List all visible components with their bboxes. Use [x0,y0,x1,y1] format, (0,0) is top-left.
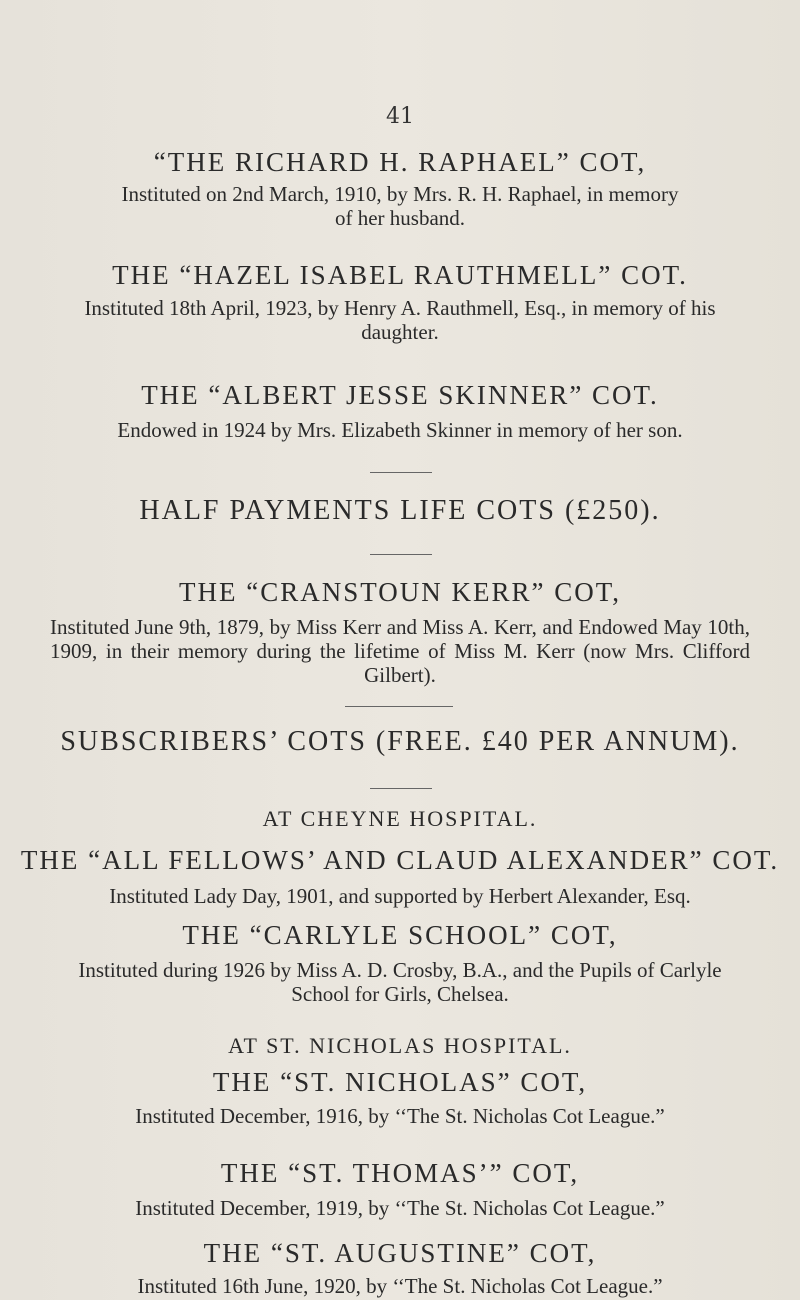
entry-heading: THE “CARLYLE SCHOOL” COT, [182,920,618,950]
divider [345,706,453,707]
divider [370,472,432,473]
entry-heading: THE “HAZEL ISABEL RAUTHMELL” COT. [112,260,688,290]
entry-text: Instituted on 2nd March, 1910, by Mrs. R. H. Raphael, in memory of her husband. [121,182,679,230]
entry-text: Instituted during 1926 by Miss A. D. Crosby, B.A., and the Pupils of Carlyle School for Girls, Chelsea. [78,958,722,1006]
entry-heading: THE “ALL FELLOWS’ AND CLAUD ALEXANDER” COT. [20,845,780,875]
hospital-title: AT ST. NICHOLAS HOSPITAL. [228,1033,572,1058]
section-heading-subscribers: SUBSCRIBERS’ COTS (FREE. £40 PER ANNUM). [60,726,740,757]
divider [370,554,432,555]
entry-heading: THE “ST. AUGUSTINE” COT, [203,1238,597,1268]
entry-heading: THE “ST. NICHOLAS” COT, [212,1067,588,1097]
entry-text: Instituted December, 1916, by ‘‘The St. Nicholas Cot League.” [135,1104,665,1128]
entry-text: Instituted December, 1919, by ‘‘The St. Nicholas Cot League.” [135,1196,665,1220]
entry-text: Instituted 18th April, 1923, by Henry A. Rauthmell, Esq., in memory of his daughter. [84,296,716,344]
hospital-title: AT CHEYNE HOSPITAL. [262,806,538,831]
entry-text: Instituted 16th June, 1920, by ‘‘The St. Nicholas Cot League.” [137,1274,663,1298]
entry-heading: THE “ALBERT JESSE SKINNER” COT. [141,380,659,410]
entry-text: Instituted Lady Day, 1901, and supported by Herbert Alexander, Esq. [109,884,691,908]
entry-text: Instituted June 9th, 1879, by Miss Kerr and Miss A. Kerr, and Endowed May 10th, 1909, in their memory during the lifetime of Miss M. Kerr (now Mrs. Clifford Gilbert). [50,615,750,687]
entry-heading: THE “CRANSTOUN KERR” COT, [179,577,621,607]
section-heading-half-payments: HALF PAYMENTS LIFE COTS (£250). [139,495,661,526]
entry-heading: THE “ST. THOMAS’” COT, [220,1158,580,1188]
page-number: 41 [386,104,414,129]
entry-text: Endowed in 1924 by Mrs. Elizabeth Skinner in memory of her son. [117,418,683,442]
entry-heading: “THE RICHARD H. RAPHAEL” COT, [153,147,647,177]
divider [370,788,432,789]
